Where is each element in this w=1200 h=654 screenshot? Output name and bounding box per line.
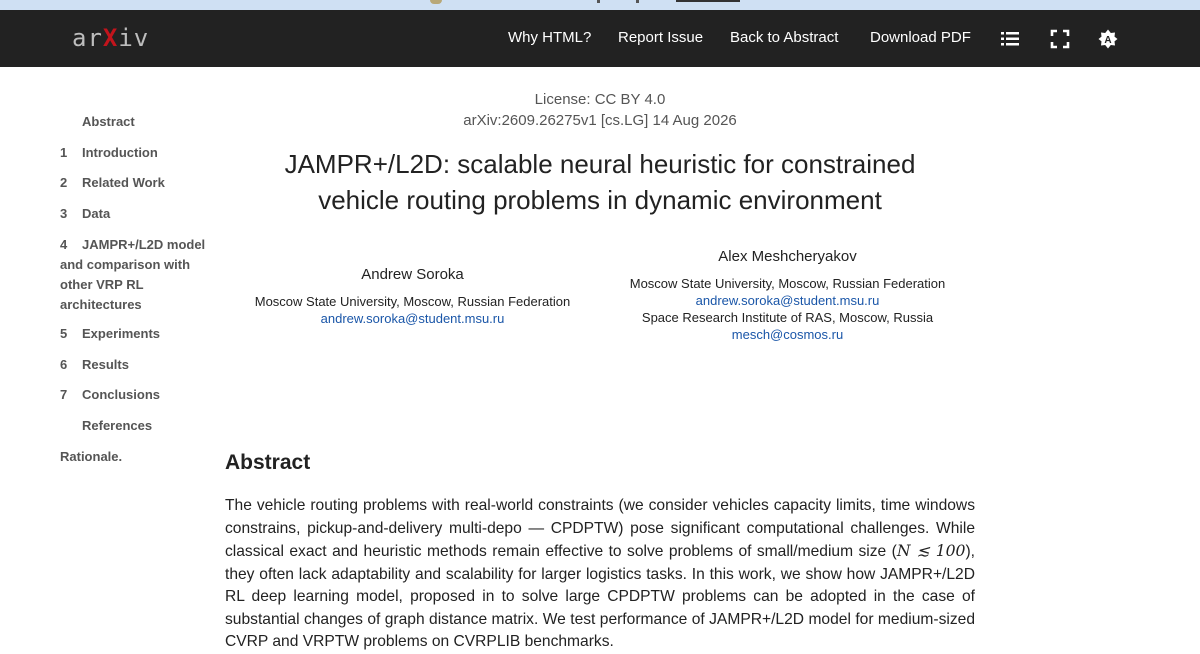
- toc-item-references[interactable]: References: [82, 418, 153, 433]
- strip-fragment: [430, 0, 442, 4]
- list-icon[interactable]: [1000, 29, 1020, 49]
- arxiv-id: arXiv:2609.26275v1 [cs.LG] 14 Aug 2026: [463, 112, 737, 129]
- toc-item-data[interactable]: 3 Data: [60, 206, 111, 221]
- toc-item-model[interactable]: 4 JAMPR+/L2D model and comparison with other VRP RL architectures: [60, 237, 206, 312]
- toc-item-conclusions[interactable]: 7 Conclusions: [60, 387, 161, 402]
- nav-why-html[interactable]: Why HTML?: [508, 29, 592, 46]
- nav-report-issue[interactable]: Report Issue: [618, 29, 704, 46]
- author-block-2: [605, 248, 970, 342]
- arxiv-logo[interactable]: arXiv: [72, 24, 150, 52]
- nav-back-to-abstract[interactable]: Back to Abstract: [730, 29, 839, 46]
- abstract-text: The vehicle routing problems with real-world constraints (we consider vehicles capacity limits, time windows constrains, pickup-and-delivery multi-depo — CPDPTW) pose significant computational challenges. While classical exact and heuristic methods remain effective to solve problems of small/medium size (N ≲ 100), they often lack adaptability and scalability for larger logistics tasks. In this work, we show how JAMPR+/L2D RL deep learning model, proposed in to solve large CPDPTW problems can be adopted in the case of substantial changes of graph distance matrix. We test performance of JAMPR+/L2D model for medium-sized CVRP and VRPTW problems on CVRPLIB benchmarks.: [225, 497, 975, 650]
- toc-item-abstract[interactable]: Abstract: [82, 114, 135, 129]
- theme-icon[interactable]: [1098, 29, 1118, 49]
- paper-title-line-1: JAMPR+/L2D: scalable neural heuristic for constrained: [284, 149, 916, 179]
- toc-item-related-work[interactable]: 2 Related Work: [60, 175, 165, 190]
- author-email-2[interactable]: mesch@cosmos.ru: [731, 327, 844, 342]
- abstract-heading: Abstract: [225, 451, 311, 474]
- nav-download-pdf[interactable]: Download PDF: [870, 29, 971, 46]
- math-expression: N ≲ 100: [896, 542, 966, 560]
- toc-item-introduction[interactable]: 1 Introduction: [60, 145, 158, 160]
- paper-title-line-2: vehicle routing problems in dynamic environment: [318, 185, 882, 215]
- author-name: Alex Meshcheryakov: [718, 248, 857, 265]
- strip-underline: [676, 0, 740, 2]
- author-name: Andrew Soroka: [361, 266, 464, 283]
- strip-fragment: [636, 0, 639, 3]
- license-line: License: CC BY 4.0: [534, 91, 666, 108]
- author-affiliation: Moscow State University, Moscow, Russian Federation: [629, 276, 946, 291]
- toc-item-rationale[interactable]: Rationale.: [60, 449, 123, 464]
- site-header: [0, 10, 1200, 67]
- svg-text:A: A: [1104, 35, 1112, 46]
- browser-top-strip: [0, 0, 1200, 10]
- fullscreen-icon[interactable]: [1050, 29, 1070, 49]
- author-affiliation: Moscow State University, Moscow, Russian Federation: [254, 294, 571, 309]
- toc-item-experiments[interactable]: 5 Experiments: [60, 326, 161, 341]
- author-email[interactable]: andrew.soroka@student.msu.ru: [695, 293, 880, 308]
- author-block-1: [230, 266, 595, 326]
- strip-fragment: [597, 0, 600, 3]
- toc-item-results[interactable]: 6 Results: [60, 357, 129, 372]
- author-email[interactable]: andrew.soroka@student.msu.ru: [320, 311, 505, 326]
- author-affiliation-2: Space Research Institute of RAS, Moscow, Russia: [641, 310, 934, 325]
